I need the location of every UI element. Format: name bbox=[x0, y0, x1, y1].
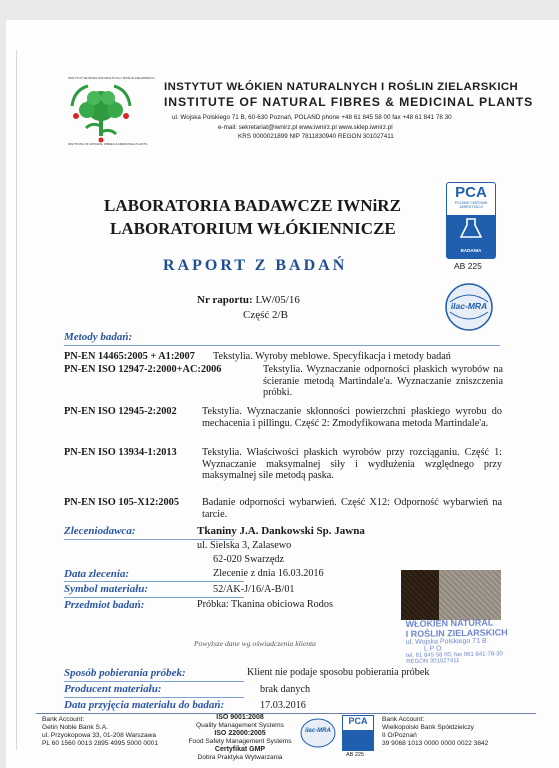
order-date-value: Zlecenie z dnia 16.03.2016 bbox=[213, 568, 324, 579]
client-name: Tkaniny J.A. Dankowski Sp. Jawna bbox=[197, 525, 365, 537]
institute-logo bbox=[62, 76, 155, 154]
method-5-standard: PN-EN ISO 105-X12:2005 bbox=[64, 497, 179, 508]
flask-icon bbox=[447, 215, 495, 243]
lab-title-1: LABORATORIA BADAWCZE IWNiRZ bbox=[104, 196, 401, 215]
page-left-edge bbox=[16, 50, 17, 750]
method-5-text: Badanie odporności wybarwień. Część X12: Odporność wybarwień na tarcie. bbox=[202, 497, 502, 520]
footer-iso-22000: ISO 22000:2005 bbox=[214, 730, 266, 737]
sampling-divider bbox=[64, 681, 244, 682]
producer-value: brak danych bbox=[260, 684, 311, 695]
footer-iso-9001: ISO 9001:2008 bbox=[216, 714, 264, 721]
footer-pca-number: AB 225 bbox=[346, 752, 365, 758]
footer-left-line-1: Bank Account: bbox=[42, 716, 85, 723]
methods-label: Metody badań: bbox=[64, 331, 133, 343]
footer-pca-text: PCA bbox=[348, 716, 368, 726]
method-2-standard: PN-EN ISO 12947-2:2000+AC:2006 bbox=[64, 364, 222, 375]
symbol-value: 52/AK-J/16/A-B/01 bbox=[213, 584, 295, 595]
ilac-mra-text: ilac-MRA bbox=[450, 301, 488, 311]
footer-ilac-logo bbox=[300, 718, 336, 748]
stamp-line-6: REGON 301027411 bbox=[406, 658, 460, 666]
institute-contact: e-mail: sekretariat@iwnirz.pl www.iwnirz.pl www.sklep.iwnirz.pl bbox=[218, 124, 393, 131]
producer-divider bbox=[64, 697, 244, 698]
report-number-value: LW/05/16 bbox=[255, 294, 300, 306]
acceptance-value: 17.03.2016 bbox=[260, 700, 306, 711]
pca-badge bbox=[446, 182, 496, 259]
report-page bbox=[6, 20, 559, 768]
ilac-mra-logo bbox=[444, 282, 494, 332]
footer-left-line-4: PL 60 1560 0013 2895 4995 5000 0001 bbox=[42, 740, 158, 747]
method-4-standard: PN-EN ISO 13934-1:2013 bbox=[64, 447, 177, 458]
footer-iso-9001-desc: Quality Management Systems bbox=[196, 722, 284, 729]
footer-right-line-2: Wielkopolski Bank Spółdzielczy bbox=[382, 724, 474, 731]
report-number-label: Nr raportu: bbox=[197, 294, 253, 306]
client-label: Zleceniodawca: bbox=[64, 525, 136, 537]
footer-pca-logo bbox=[342, 715, 374, 751]
footer-ilac-text: ilac-MRA bbox=[305, 728, 331, 734]
institute-registry: KRS 0000021899 NIP 7811830940 REGON 301027411 bbox=[238, 133, 394, 140]
symbol-label: Symbol materiału: bbox=[64, 583, 149, 595]
footer-left-block bbox=[42, 716, 158, 748]
order-date-label: Data zlecenia: bbox=[64, 568, 130, 580]
footer-right-block bbox=[382, 716, 488, 748]
pca-blue-panel bbox=[447, 215, 495, 258]
method-2-text: Tekstylia. Wyznaczanie odporności płaskich wyrobów na ścieranie metodą Martindale'a. Wyznaczanie zniszczenia próbki. bbox=[263, 364, 503, 399]
institute-name-pl: INSTYTUT WŁÓKIEN NATURALNYCH I ROŚLIN ZIELARSKICH bbox=[164, 81, 519, 93]
footer-right-line-3: II O/Poznań bbox=[382, 732, 417, 739]
methods-divider bbox=[64, 345, 500, 346]
logo-caption-top: INSTYTUT WŁÓKIEN NATURALNYCH I ROŚLIN ZIELARSKICH bbox=[68, 76, 155, 80]
report-number-row bbox=[197, 294, 300, 306]
acceptance-label: Data przyjęcia materiału do badań: bbox=[64, 699, 225, 711]
institute-address: ul. Wojska Polskiego 71 B, 60-630 Poznań, POLAND phone +48 61 845 58 00 fax +48 61 841 78 30 bbox=[172, 114, 452, 121]
sampling-value: Klient nie podaje sposobu pobierania próbek bbox=[247, 667, 430, 678]
pca-logo-text: PCA bbox=[455, 184, 487, 201]
client-city: 62-020 Swarzędz bbox=[213, 554, 285, 565]
footer-center-block bbox=[182, 714, 298, 762]
footer-left-line-3: ul. Przyokopowa 33, 01-208 Warszawa bbox=[42, 732, 157, 739]
report-part: Część 2/B bbox=[243, 309, 288, 321]
report-title: RAPORT Z BADAŃ bbox=[163, 257, 348, 274]
client-street: ul. Sielska 3, Zalasewo bbox=[197, 540, 292, 551]
footer-gmp-desc: Dobra Praktyka Wytwarzania bbox=[197, 754, 283, 761]
method-3-text: Tekstylia. Wyznaczanie skłonności powierzchni płaskiego wyrobu do mechacenia i pillingu. Część 2: Zmodyfikowana metoda Martindale'a. bbox=[202, 406, 502, 429]
footer-left-line-2: Getin Noble Bank S.A. bbox=[42, 724, 108, 731]
producer-label: Producent materiału: bbox=[64, 683, 162, 695]
method-1-standard: PN-EN 14465:2005 + A1:2007 bbox=[64, 351, 195, 362]
footer-right-line-1: Bank Account: bbox=[382, 716, 425, 723]
sampling-label: Sposób pobierania próbek: bbox=[64, 667, 186, 679]
pca-badge-label: BADANIA bbox=[460, 248, 482, 253]
order-divider bbox=[64, 581, 244, 582]
fabric-sample-image bbox=[401, 570, 501, 620]
subject-value: Próbka: Tkanina obiciowa Rodos bbox=[197, 599, 333, 610]
stamp-line-5: tel. 61 845 58 00, fax 061 841-78-30 bbox=[406, 651, 503, 660]
stamp-line-2: I ROŚLIN ZIELARSKICH bbox=[405, 627, 508, 640]
subject-label: Przedmiot badań: bbox=[64, 599, 145, 611]
client-note: Powyższe dane wg oświadczenia klienta bbox=[194, 639, 316, 648]
footer-right-line-4: 39 9068 1013 0000 0000 0022 3842 bbox=[382, 740, 489, 747]
pca-subtitle-2: AKREDYTACJI bbox=[459, 205, 483, 209]
stamp-line-3: ul. Wojska Polskiego 71 B bbox=[405, 637, 487, 647]
stamp-line-1: WŁÓKIEN NATURAL bbox=[405, 617, 494, 630]
lab-title-2: LABORATORIUM WŁÓKIENNICZE bbox=[110, 219, 396, 238]
footer-iso-22000-desc: Food Safety Management Systems bbox=[188, 738, 292, 745]
symbol-divider bbox=[64, 597, 244, 598]
method-3-standard: PN-EN ISO 12945-2:2002 bbox=[64, 406, 177, 417]
logo-caption-bottom: INSTITUTE OF NATURAL FIBRES & MEDICINAL PLANTS bbox=[68, 142, 148, 146]
method-4-text: Tekstylia. Właściwości płaskich wyrobów przy rozciąganiu. Część 1: Wyznaczanie maksymalnej siły i wydłużenia względnego przy maksymalnej sile metodą paska. bbox=[202, 447, 502, 482]
method-1-text: Tekstylia. Wyroby meblowe. Specyfikacja i metody badań bbox=[213, 351, 451, 362]
stamp-line-4: L P O bbox=[423, 645, 442, 653]
pca-subtitle-1: POLSKIE CENTRUM bbox=[454, 201, 488, 205]
pca-number: AB 225 bbox=[454, 261, 482, 271]
footer-gmp: Certyfikat GMP bbox=[214, 746, 266, 753]
institute-name-en: INSTITUTE OF NATURAL FIBRES & MEDICINAL PLANTS bbox=[164, 95, 534, 109]
